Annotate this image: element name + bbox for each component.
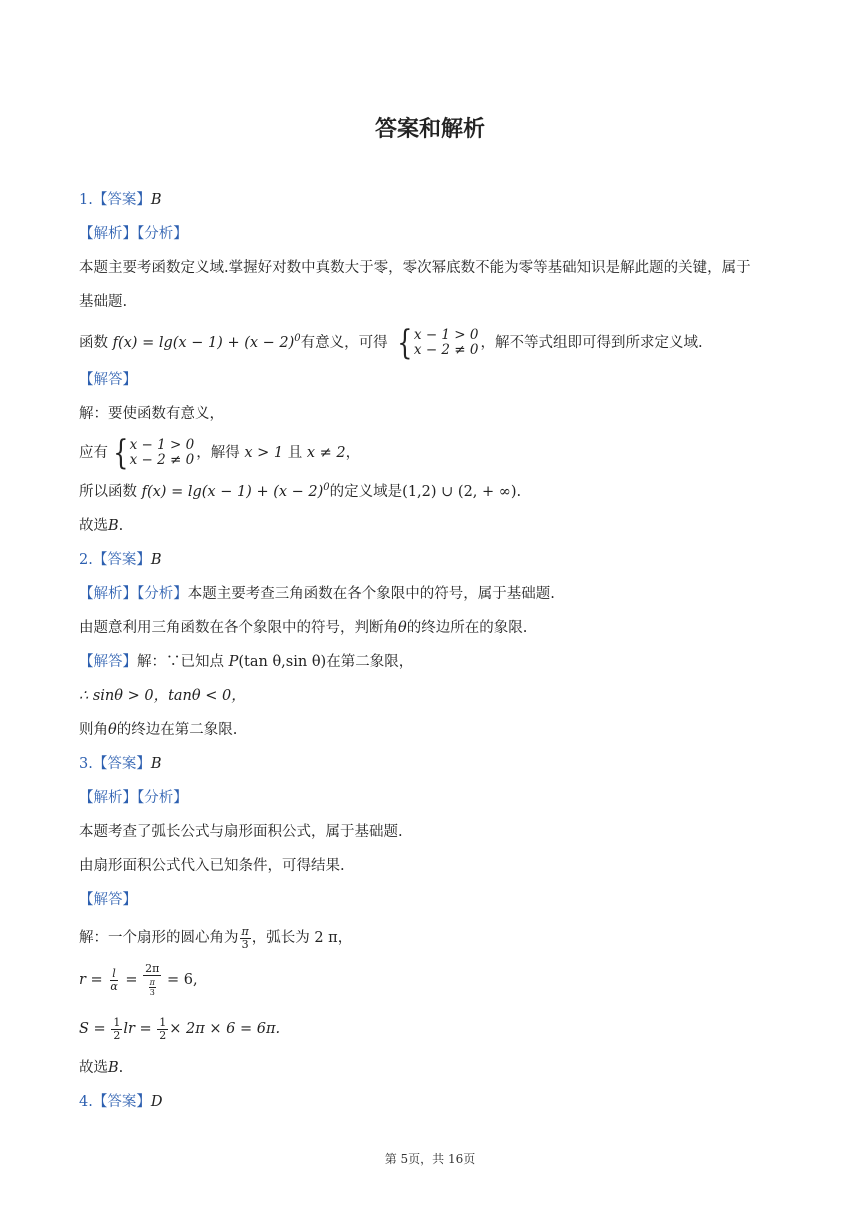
formula: θ	[398, 620, 407, 636]
q2-answer-value: B	[150, 552, 162, 568]
q3-answer-value: B	[150, 756, 162, 772]
q3-analysis-tags: 【解析】【分析】	[79, 790, 188, 806]
choice-letter: B	[108, 518, 119, 534]
q1-answer-heading	[79, 190, 162, 210]
function-expression	[113, 335, 301, 351]
exponent: 0	[323, 482, 330, 493]
formula: (tan θ,sin θ)	[238, 654, 327, 670]
numerator: l	[112, 966, 116, 980]
q3-solve-text-2	[79, 962, 198, 998]
denominator: 3	[241, 937, 249, 951]
text: 由题意利用三角函数在各个象限中的符号，判断角	[79, 620, 398, 636]
q2-analysis	[79, 584, 555, 604]
q2-analysis-2	[79, 618, 527, 638]
numerator: 1	[159, 1015, 167, 1029]
q4-answer-value: D	[150, 1094, 163, 1110]
q1-solve-text-2	[79, 433, 361, 473]
page-title: 答案和解析	[374, 117, 485, 142]
text: 解：一个扇形的圆心角为	[79, 930, 239, 946]
numerator: 1	[113, 1015, 121, 1029]
inner-fraction	[149, 978, 156, 997]
q3-answer-heading	[79, 754, 162, 774]
choice-letter: B	[108, 1060, 119, 1076]
text: ，解得	[196, 445, 240, 461]
formula: P	[228, 654, 239, 670]
formula: × 2π × 6 = 6π.	[169, 1021, 281, 1037]
q3-solve-text-3	[79, 1012, 280, 1046]
numerator: 2π	[145, 962, 160, 975]
formula: =	[120, 972, 143, 988]
q3-analysis-text-1: 本题考查了弧长公式与扇形面积公式，属于基础题.	[79, 824, 403, 840]
text: 的终边在第二象限.	[116, 722, 238, 738]
formula: f(x) = lg(x − 1) + (x − 2)	[141, 484, 324, 500]
denominator: 3	[149, 988, 155, 997]
fraction	[108, 968, 119, 993]
formula: x > 1	[244, 445, 284, 461]
formula: lr =	[123, 1021, 157, 1037]
q1-analysis-text-1: 本题主要考函数定义域.掌握好对数中真数大于零，零次幂底数不能为零等基础知识是解此题的关键，属于	[79, 260, 751, 276]
text: 的定义域是	[329, 484, 403, 500]
text: ，	[345, 445, 361, 461]
q1-solve-text-3	[79, 482, 521, 502]
function-expression	[142, 484, 330, 500]
text: .	[118, 1060, 124, 1076]
system-row: x − 1 > 0	[129, 437, 195, 453]
text: 有意义，可得	[300, 335, 388, 351]
exponent: 0	[294, 333, 301, 344]
q1-choice	[79, 516, 123, 536]
fraction	[111, 1017, 122, 1042]
formula: r =	[79, 972, 108, 988]
denominator: α	[110, 979, 118, 993]
formula: (1,2) ∪ (2, + ∞)	[402, 484, 517, 500]
q2-answer-tag: 【答案】	[92, 552, 151, 568]
q2-solve-1	[79, 652, 413, 672]
text: .	[516, 484, 522, 500]
q2-number: 2.	[79, 552, 93, 568]
q1-solve-text-1: 解：要使函数有意义，	[79, 406, 224, 422]
q3-choice	[79, 1058, 123, 1078]
numerator: π	[149, 978, 155, 987]
text: 的终边所在的象限.	[406, 620, 528, 636]
text: 则角	[79, 722, 108, 738]
text: ，弧长为 2 π，	[251, 930, 353, 946]
text: .	[118, 518, 124, 534]
q3-analysis-text-2: 由扇形面积公式代入已知条件，可得结果.	[79, 858, 345, 874]
q1-number: 1.	[79, 192, 93, 208]
text: 故选	[79, 518, 108, 534]
brace-icon: {	[113, 433, 129, 473]
formula: = 6,	[162, 972, 198, 988]
numerator: π	[241, 924, 249, 938]
q3-answer-tag: 【答案】	[92, 756, 151, 772]
denominator: 2	[159, 1028, 167, 1042]
formula: θ	[108, 722, 117, 738]
fraction	[240, 926, 251, 951]
fraction	[157, 1017, 168, 1042]
analysis-tags: 【解析】【分析】	[79, 586, 188, 602]
fraction	[143, 963, 161, 997]
q3-solve-tag: 【解答】	[79, 892, 137, 908]
q1-solve-tag: 【解答】	[79, 372, 137, 388]
q1-answer-tag: 【答案】	[92, 192, 151, 208]
system-row: x − 2 ≠ 0	[413, 342, 479, 358]
q1-analysis-text-2: 基础题.	[79, 294, 128, 310]
q4-answer-heading	[79, 1092, 162, 1112]
denominator: 2	[113, 1028, 121, 1042]
text: 应有	[79, 445, 108, 461]
inequality-system	[394, 323, 479, 363]
text: 故选	[79, 1060, 108, 1076]
q1-analysis-tags: 【解析】【分析】	[79, 226, 188, 242]
text: 在第二象限，	[326, 654, 414, 670]
text: 所以函数	[79, 484, 137, 500]
q1-analysis-text-3	[79, 323, 703, 363]
text: 解：∵已知点	[137, 654, 224, 670]
brace-icon: {	[397, 323, 413, 363]
q4-answer-tag: 【答案】	[92, 1094, 151, 1110]
formula: f(x) = lg(x − 1) + (x − 2)	[112, 335, 295, 351]
text: 本题主要考查三角函数在各个象限中的符号，属于基础题.	[187, 586, 555, 602]
text: 且	[283, 445, 307, 461]
q3-number: 3.	[79, 756, 93, 772]
text: ，解不等式组即可得到所求定义域.	[480, 335, 703, 351]
q2-answer-heading	[79, 550, 162, 570]
q2-solve-2: ∴ sinθ > 0，tanθ < 0，	[79, 688, 246, 704]
page-footer: 第 5页，共 16页	[384, 1152, 476, 1166]
formula: x ≠ 2	[306, 445, 346, 461]
q2-solve-3	[79, 720, 237, 740]
inequality-system	[110, 433, 195, 473]
system-row: x − 1 > 0	[413, 327, 479, 343]
solve-tag: 【解答】	[79, 654, 137, 670]
q1-answer-value: B	[150, 192, 162, 208]
formula: S =	[79, 1021, 111, 1037]
q4-number: 4.	[79, 1094, 93, 1110]
q3-solve-text-1	[79, 922, 352, 954]
text: 函数	[79, 335, 108, 351]
system-row: x − 2 ≠ 0	[129, 452, 195, 468]
